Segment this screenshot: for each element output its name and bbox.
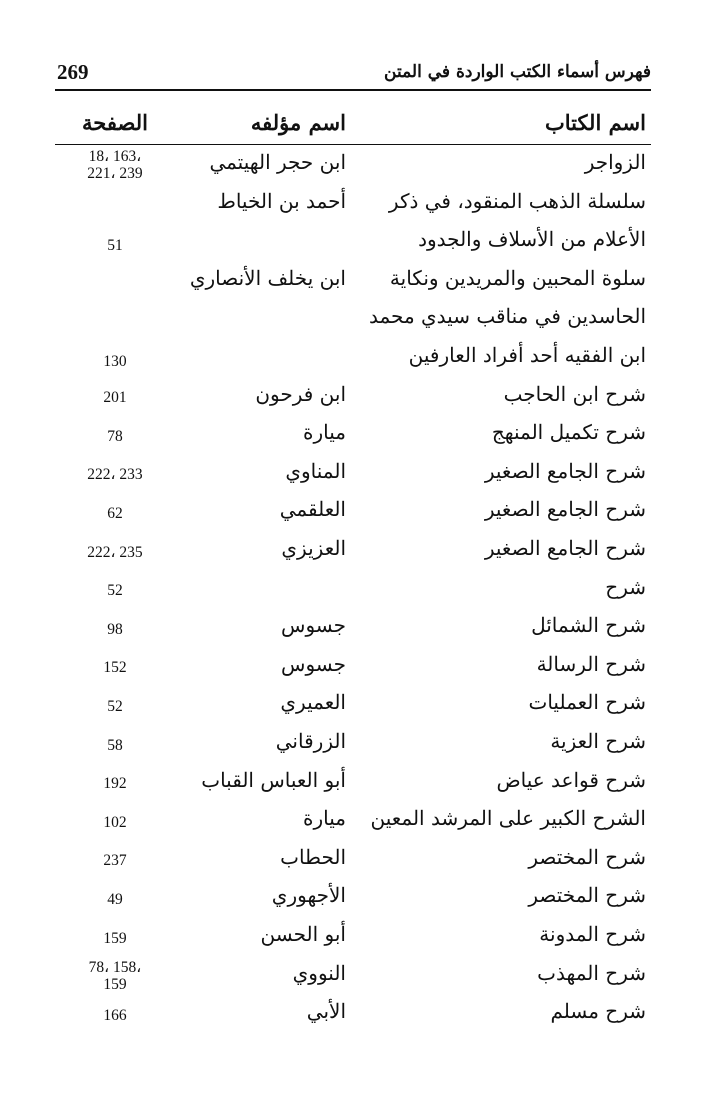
book-title-line: شرح قواعد عياض xyxy=(496,767,646,792)
book-title-line: سلسلة الذهب المنقود، في ذكر xyxy=(388,188,646,213)
author-name: أحمد بن الخياط xyxy=(217,188,346,213)
author-name: النووي xyxy=(292,960,346,985)
author-name: جسوس xyxy=(281,613,346,638)
author-name: ميارة xyxy=(303,420,346,445)
page-reference: 18، 163، xyxy=(88,148,142,165)
book-title-line: ابن الفقيه أحد أفراد العارفين xyxy=(408,343,646,367)
page-reference: 222، 233 xyxy=(87,466,143,484)
page-reference: 78، 158، xyxy=(88,958,142,976)
page-reference: 130 xyxy=(103,352,127,370)
book-title-line: شرح المدونة xyxy=(539,922,646,946)
book-title-line: شرح المهذب xyxy=(537,960,646,985)
page-reference: 222، 235 xyxy=(87,543,143,561)
page-reference: 102 xyxy=(103,813,127,831)
author-name: العلقمي xyxy=(279,497,346,522)
page-reference: 51 xyxy=(107,236,123,254)
page-reference: 166 xyxy=(103,1006,127,1024)
author-name: ابن يخلف الأنصاري xyxy=(189,265,346,290)
book-title-line: شرح الشمائل xyxy=(531,613,646,638)
page-reference: 159 xyxy=(103,975,127,993)
book-title-line: شرح ابن الحاجب xyxy=(503,381,646,406)
book-title-line: الأعلام من الأسلاف والجدود xyxy=(418,227,646,252)
page-reference: 98 xyxy=(107,620,123,638)
column-header-author: اسم مؤلفه xyxy=(250,110,346,135)
book-title-line: سلوة المحبين والمريدين ونكاية xyxy=(389,265,646,290)
column-header-book: اسم الكتاب xyxy=(544,110,646,135)
author-name: الأجهوري xyxy=(271,883,346,908)
book-title-line: شرح مسلم xyxy=(550,999,646,1024)
book-title-line: شرح الجامع الصغير xyxy=(484,536,646,560)
page-reference: 201 xyxy=(103,389,127,407)
book-title-line: شرح المختصر xyxy=(528,844,646,869)
author-name: أبو الحسن xyxy=(260,922,346,946)
book-title-line: شرح تكميل المنهج xyxy=(491,420,646,445)
book-title-line: شرح الرسالة xyxy=(536,651,646,676)
author-name: ابن حجر الهيتمي xyxy=(209,150,346,174)
page-reference: 62 xyxy=(107,505,123,522)
book-title-line: الزواجر xyxy=(584,150,646,174)
book-title-line: شرح الجامع الصغير xyxy=(484,497,646,522)
author-name: الأبي xyxy=(306,999,346,1024)
author-name: ميارة xyxy=(303,806,346,831)
page-reference: 52 xyxy=(107,582,123,600)
book-title-line: شرح xyxy=(605,574,646,599)
page-number: 269 xyxy=(57,60,89,84)
author-name: العميري xyxy=(280,690,346,715)
page-reference: 192 xyxy=(103,775,127,793)
page-reference: 58 xyxy=(107,736,123,754)
book-title-line: الشرح الكبير على المرشد المعين xyxy=(370,806,646,831)
author-name: الحطاب xyxy=(280,844,346,869)
book-title-line: شرح المختصر xyxy=(528,883,646,908)
book-title-line: الحاسدين في مناقب سيدي محمد xyxy=(368,304,646,329)
column-header-pages: الصفحة xyxy=(82,110,148,135)
book-title-line: شرح الجامع الصغير xyxy=(484,458,646,483)
running-head-title: فهرس أسماء الكتب الواردة في المتن xyxy=(384,62,651,82)
page-reference: 237 xyxy=(103,852,127,870)
page-reference: 221، 239 xyxy=(87,165,143,182)
book-title-line: شرح العزية xyxy=(550,729,646,753)
author-name: أبو العباس القباب xyxy=(201,767,346,792)
author-name: المناوي xyxy=(285,458,346,483)
author-name: جسوس xyxy=(281,651,346,676)
book-title-line: شرح العمليات xyxy=(528,690,646,715)
author-name: ابن فرحون xyxy=(255,381,346,406)
page-reference: 159 xyxy=(103,929,127,947)
author-name: الزرقاني xyxy=(275,729,346,753)
author-name: العزيزي xyxy=(281,536,346,560)
page-reference: 78 xyxy=(107,427,123,445)
page-reference: 52 xyxy=(107,698,123,715)
page-reference: 152 xyxy=(103,659,127,677)
page-reference: 49 xyxy=(107,891,123,908)
